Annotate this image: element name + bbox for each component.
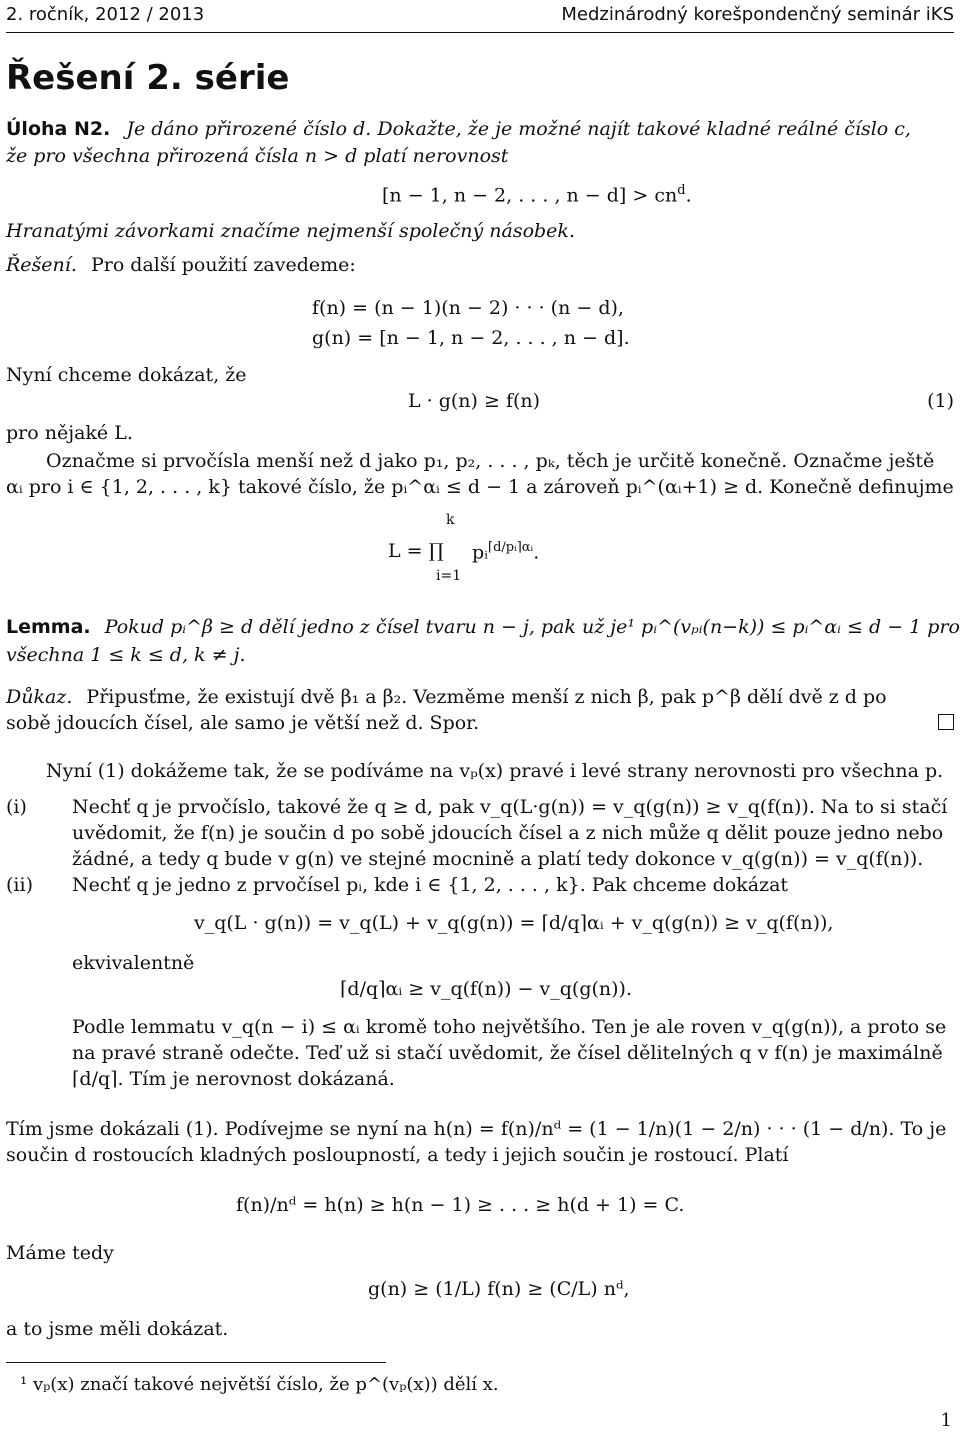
item2-equation1: v_q(L · g(n)) = v_q(L) + v_q(g(n)) = ⌈d/q⌉αᵢ + v_q(g(n)) ≥ v_q(f(n)), xyxy=(194,912,834,934)
want-text: Nyní chceme dokázat, že xyxy=(6,364,247,386)
primes-line1: Označme si prvočísla menší než d jako p₁, p₂, . . . , pₖ, těch je určitě konečně. Označme ještě xyxy=(46,450,935,472)
L-definition-left: L = ∏ xyxy=(388,540,444,562)
solution-label: Řešení. xyxy=(6,254,77,276)
problem-line1 xyxy=(6,118,911,140)
header-right: Medzinárodný korešpondenčný seminár iKS xyxy=(561,4,954,25)
proof-line2: sobě jdoucích čísel, ale samo je větší než d. Spor. xyxy=(6,712,480,734)
main-inequality: L · g(n) ≥ f(n) xyxy=(408,390,541,412)
proof-line1 xyxy=(6,686,887,708)
product-bottom: i=1 xyxy=(436,568,462,584)
problem-note: Hranatými závorkami značíme nejmenší společný násobek. xyxy=(6,220,575,242)
problem-text1: Je dáno přirozené číslo d. Dokažte, že je možné najít takové kladné reálné číslo c, xyxy=(126,118,911,140)
ending-equation1: f(n)/nᵈ = h(n) ≥ h(n − 1) ≥ . . . ≥ h(d + 1) = C. xyxy=(236,1194,685,1216)
item2-line4: ⌈d/q⌉. Tím je nerovnost dokázaná. xyxy=(72,1068,395,1090)
for-some-L: pro nějaké L. xyxy=(6,422,133,444)
lemma-label: Lemma. xyxy=(6,616,91,638)
item2-line3: na pravé straně odečte. Teď už si stačí uvědomit, že čísel dělitelných q v f(n) je maximálně xyxy=(72,1042,943,1064)
product-top: k xyxy=(446,512,455,528)
main-intro: Nyní (1) dokážeme tak, že se podíváme na vₚ(x) pravé i levé strany nerovnosti pro všechna p. xyxy=(46,760,944,782)
proof-text1: Připusťme, že existují dvě β₁ a β₂. Vezměme menší z nich β, pak p^β dělí dvě z d po xyxy=(86,686,887,708)
footnote-rule xyxy=(6,1362,386,1363)
qed-square-icon xyxy=(938,714,954,730)
problem-eq-main: [n − 1, n − 2, . . . , n − d] > cn xyxy=(382,184,678,207)
problem-eq-end: . xyxy=(685,184,692,207)
item1-line3: žádné, a tedy q bude v g(n) ve stejné mocnině a platí tedy dokonce v_q(g(n)) = v_q(f(n)). xyxy=(72,848,924,870)
L-term xyxy=(472,540,539,563)
g-definition: g(n) = [n − 1, n − 2, . . . , n − d]. xyxy=(312,327,630,349)
ending-line1: Tím jsme dokázali (1). Podívejme se nyní na h(n) = f(n)/nᵈ = (1 − 1/n)(1 − 2/n) · · · (1 − d/n). To je xyxy=(6,1118,947,1140)
ending-line2: součin d rostoucích kladných posloupností, a tedy i jejich součin je rostoucí. Platí xyxy=(6,1144,789,1166)
problem-label: Úloha N2. xyxy=(6,118,111,140)
L-term-base: pᵢ xyxy=(472,541,488,564)
footnote: ¹ vₚ(x) značí takové největší číslo, že p^(vₚ(x)) dělí x. xyxy=(20,1374,499,1395)
item2-line1: Nechť q je jedno z prvočísel pᵢ, kde i ∈ {1, 2, . . . , k}. Pak chceme dokázat xyxy=(72,874,789,896)
item2-label: (ii) xyxy=(6,874,33,896)
item1-line1: Nechť q je prvočíslo, takové že q ≥ d, pak v_q(L·g(n)) = v_q(g(n)) ≥ v_q(f(n)). Na to si stačí xyxy=(72,796,948,818)
page-number: 1 xyxy=(940,1410,952,1431)
page-title: Řešení 2. série xyxy=(6,58,290,98)
L-term-exp: ⌈d/pᵢ⌉αᵢ xyxy=(488,540,534,555)
header-rule xyxy=(6,32,954,33)
header-left: 2. ročník, 2012 / 2013 xyxy=(6,4,205,25)
item1-label: (i) xyxy=(6,796,27,818)
item2-line2: Podle lemmatu v_q(n − i) ≤ αᵢ kromě toho největšího. Ten je ale roven v_q(g(n)), a proto se xyxy=(72,1016,947,1038)
proof-label: Důkaz. xyxy=(6,686,73,708)
done-text: a to jsme měli dokázat. xyxy=(6,1318,229,1340)
problem-line2: že pro všechna přirozená čísla n > d platí nerovnost xyxy=(6,145,509,167)
item1-line2: uvědomit, že f(n) je součin d po sobě jdoucích čísel a z nich může q dělit pouze jedno nebo xyxy=(72,822,944,844)
have-text: Máme tedy xyxy=(6,1242,114,1264)
solution-intro-text: Pro další použití zavedeme: xyxy=(90,254,356,276)
problem-equation xyxy=(382,183,692,206)
primes-line2: αᵢ pro i ∈ {1, 2, . . . , k} takové číslo, že pᵢ^αᵢ ≤ d − 1 a zároveň pᵢ^(αᵢ+1) ≥ d. Konečně definujme xyxy=(6,476,954,498)
item2-equation2: ⌈d/q⌉αᵢ ≥ v_q(f(n)) − v_q(g(n)). xyxy=(340,978,633,1000)
L-term-end: . xyxy=(533,541,540,564)
lemma-line1 xyxy=(6,616,960,638)
problem-eq-exp: d xyxy=(677,183,686,198)
solution-intro xyxy=(6,254,356,276)
f-definition: f(n) = (n − 1)(n − 2) · · · (n − d), xyxy=(312,297,624,319)
equation-number: (1) xyxy=(927,390,954,412)
lemma-text1: Pokud pᵢ^β ≥ d dělí jedno z čísel tvaru n − j, pak už je¹ pᵢ^(vₚᵢ(n−k)) ≤ pᵢ^αᵢ ≤ d − 1 pro xyxy=(104,616,960,638)
equivalently-text: ekvivalentně xyxy=(72,952,195,974)
ending-equation2: g(n) ≥ (1/L) f(n) ≥ (C/L) nᵈ, xyxy=(368,1278,630,1300)
lemma-line2: všechna 1 ≤ k ≤ d, k ≠ j. xyxy=(6,644,246,666)
